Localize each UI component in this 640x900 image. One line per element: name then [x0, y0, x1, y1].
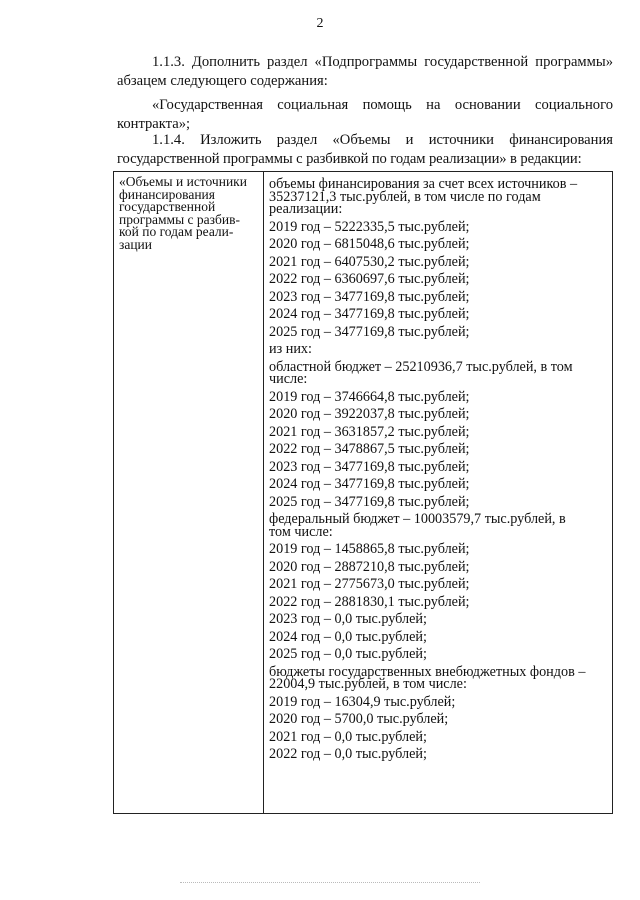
- left-cell-line: программы с разбив-: [119, 211, 240, 227]
- year-entry: 2023 год – 3477169,8 тыс.рублей;: [269, 288, 470, 305]
- extra-budget-line: 22004,9 тыс.рублей, в том числе:: [269, 676, 467, 692]
- table-left-cell: [119, 176, 261, 251]
- total-funding-line: 35237121,3 тыс.рублей, в том числе по годам: [269, 188, 541, 205]
- year-entry: 2021 год – 6407530,2 тыс.рублей;: [269, 253, 470, 270]
- federal-budget-line: том числе:: [269, 523, 333, 540]
- paragraph-3-line-2: государственной программы с разбивкой по годам реализации» в редакции:: [117, 151, 582, 167]
- year-entry: 2025 год – 0,0 тыс.рублей;: [269, 646, 427, 662]
- paragraph-1-line-1: 1.1.3. Дополнить раздел «Подпрограммы государственной программы»: [152, 54, 613, 70]
- year-entry: 2022 год – 0,0 тыс.рублей;: [269, 746, 427, 762]
- year-entry: 2025 год – 3477169,8 тыс.рублей;: [269, 323, 470, 340]
- left-cell-line: государственной: [119, 199, 216, 214]
- page-number: 2: [316, 16, 324, 31]
- year-entry: 2023 год – 3477169,8 тыс.рублей;: [269, 458, 470, 475]
- total-funding-line: реализации:: [269, 201, 343, 217]
- extra-budget-funds-block: [269, 663, 609, 762]
- year-entry: 2023 год – 0,0 тыс.рублей;: [269, 611, 427, 627]
- year-entry: 2019 год – 16304,9 тыс.рублей;: [269, 693, 456, 710]
- regional-budget-line: областной бюджет – 25210936,7 тыс.рублей, в том: [269, 358, 573, 375]
- year-entry: 2022 год – 3478867,5 тыс.рублей;: [269, 441, 470, 457]
- year-entry: 2019 год – 5222335,5 тыс.рублей;: [269, 218, 470, 235]
- paragraph-2-line-2: контракта»;: [117, 116, 191, 132]
- year-entry: 2021 год – 3631857,2 тыс.рублей;: [269, 423, 470, 440]
- paragraph-1-line-2: абзацем следующего содержания:: [117, 73, 328, 89]
- total-funding-line: объемы финансирования за счет всех источников –: [269, 176, 578, 192]
- year-entry: 2020 год – 3922037,8 тыс.рублей;: [269, 406, 470, 422]
- regional-budget-block: [269, 358, 609, 514]
- left-cell-line: финансирования: [119, 186, 215, 202]
- year-entry: 2020 год – 5700,0 тыс.рублей;: [269, 711, 449, 727]
- federal-budget-block: [269, 513, 609, 666]
- year-entry: 2025 год – 3477169,8 тыс.рублей;: [269, 493, 470, 510]
- year-entry: 2021 год – 0,0 тыс.рублей;: [269, 728, 427, 745]
- year-entry: 2024 год – 3477169,8 тыс.рублей;: [269, 476, 470, 492]
- year-entry: 2022 год – 2881830,1 тыс.рублей;: [269, 593, 470, 610]
- of-which-label: из них:: [269, 341, 312, 357]
- extra-budget-line: бюджеты государственных внебюджетных фондов –: [269, 663, 586, 680]
- federal-budget-line: федеральный бюджет – 10003579,7 тыс.рублей, в: [269, 511, 566, 527]
- funding-table: [113, 171, 613, 814]
- left-cell-line: зации: [119, 236, 152, 252]
- year-entry: 2021 год – 2775673,0 тыс.рублей;: [269, 576, 470, 592]
- year-entry: 2020 год – 2887210,8 тыс.рублей;: [269, 558, 470, 575]
- year-entry: 2019 год – 1458865,8 тыс.рублей;: [269, 541, 470, 557]
- left-cell-line: «Объемы и источники: [119, 174, 247, 189]
- table-column-divider: [263, 172, 264, 813]
- year-entry: 2024 год – 0,0 тыс.рублей;: [269, 628, 427, 645]
- paragraph-3-line-1: 1.1.4. Изложить раздел «Объемы и источники финансирования: [152, 132, 613, 148]
- year-entry: 2019 год – 3746664,8 тыс.рублей;: [269, 388, 470, 405]
- year-entry: 2020 год – 6815048,6 тыс.рублей;: [269, 236, 470, 252]
- table-right-cell: [269, 178, 609, 761]
- year-entry: 2024 год – 3477169,8 тыс.рублей;: [269, 306, 470, 322]
- regional-budget-line: числе:: [269, 371, 308, 387]
- year-entry: 2022 год – 6360697,6 тыс.рублей;: [269, 271, 470, 287]
- paragraph-2-line-1: «Государственная социальная помощь на основании социального: [152, 97, 613, 113]
- scan-artifact: [180, 882, 480, 884]
- total-funding-block: [269, 178, 609, 343]
- left-cell-line: кой по годам реали-: [119, 224, 234, 239]
